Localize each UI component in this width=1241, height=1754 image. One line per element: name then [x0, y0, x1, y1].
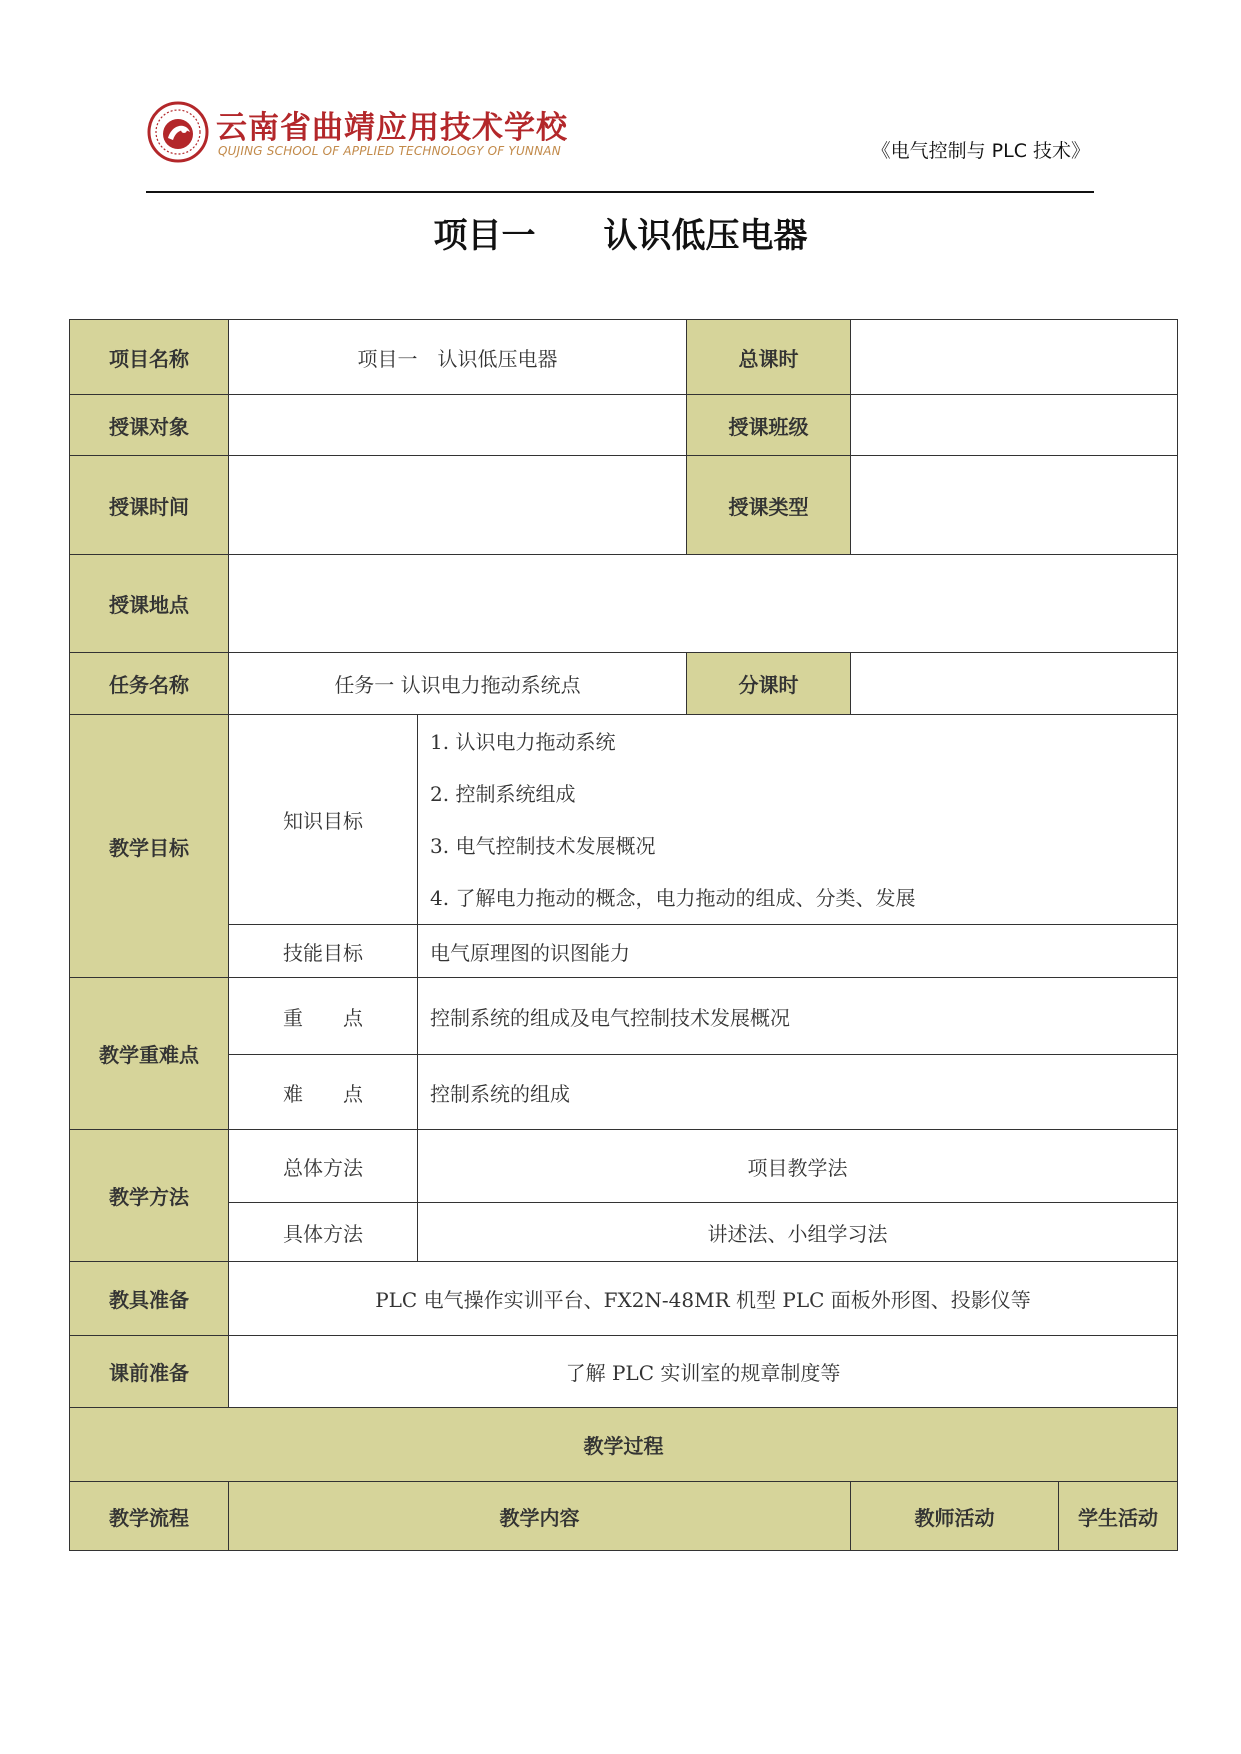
project-name-value: 项目一 认识低压电器	[229, 320, 687, 395]
task-name-label: 任务名称	[70, 653, 229, 715]
row-skill-goal	[70, 925, 1178, 978]
course-title: 《电气控制与 PLC 技术》	[871, 140, 1090, 162]
header-divider	[146, 191, 1094, 193]
methods-label: 教学方法	[70, 1130, 229, 1262]
row-project-name	[70, 320, 1178, 395]
key-point-value: 控制系统的组成及电气控制技术发展概况	[418, 978, 1178, 1055]
class-label: 授课班级	[687, 395, 851, 456]
row-knowledge-goals	[70, 715, 1178, 925]
prep-label: 课前准备	[70, 1336, 229, 1408]
row-process-title	[70, 1408, 1178, 1482]
location-label: 授课地点	[70, 555, 229, 653]
prep-value: 了解 PLC 实训室的规章制度等	[229, 1336, 1178, 1408]
list-item: 1. 认识电力拖动系统	[430, 729, 616, 754]
skill-goal-label: 技能目标	[229, 925, 418, 978]
row-time	[70, 456, 1178, 555]
total-hours-value	[851, 320, 1178, 395]
specific-method-value: 讲述法、小组学习法	[418, 1203, 1178, 1262]
overall-method-label: 总体方法	[229, 1130, 418, 1203]
row-process-headers	[70, 1482, 1178, 1551]
overall-method-value: 项目教学法	[418, 1130, 1178, 1203]
project-name-label: 项目名称	[70, 320, 229, 395]
row-specific-method	[70, 1203, 1178, 1262]
col-teacher-header: 教师活动	[851, 1482, 1059, 1551]
location-value	[229, 555, 1178, 653]
sub-hours-value	[851, 653, 1178, 715]
time-value	[229, 456, 687, 555]
col-content-header: 教学内容	[229, 1482, 851, 1551]
row-prep	[70, 1336, 1178, 1408]
target-label: 授课对象	[70, 395, 229, 456]
class-value	[851, 395, 1178, 456]
school-name-en: QUJING SCHOOL OF APPLIED TECHNOLOGY OF YUNNAN	[218, 144, 561, 158]
difficult-point-label: 难 点	[229, 1055, 418, 1130]
sub-hours-label: 分课时	[687, 653, 851, 715]
list-item: 2. 控制系统组成	[430, 781, 576, 806]
school-name-cn: 云南省曲靖应用技术学校	[216, 110, 568, 146]
key-points-label: 教学重难点	[70, 978, 229, 1130]
col-flow-header: 教学流程	[70, 1482, 229, 1551]
row-tools	[70, 1262, 1178, 1336]
row-overall-method	[70, 1130, 1178, 1203]
skill-goal-value: 电气原理图的识图能力	[418, 925, 1178, 978]
tools-label: 教具准备	[70, 1262, 229, 1336]
time-label: 授课时间	[70, 456, 229, 555]
page-title: 项目一 认识低压电器	[433, 216, 808, 256]
target-value	[229, 395, 687, 456]
row-key-point	[70, 978, 1178, 1055]
objectives-label: 教学目标	[70, 715, 229, 978]
row-task	[70, 653, 1178, 715]
list-item: 3. 电气控制技术发展概况	[430, 833, 656, 858]
difficult-point-value: 控制系统的组成	[418, 1055, 1178, 1130]
key-point-label: 重 点	[229, 978, 418, 1055]
total-hours-label: 总课时	[687, 320, 851, 395]
document-header	[146, 96, 1094, 192]
knowledge-goal-label: 知识目标	[229, 715, 418, 925]
tools-value: PLC 电气操作实训平台、FX2N-48MR 机型 PLC 面板外形图、投影仪等	[229, 1262, 1178, 1336]
knowledge-goal-list	[418, 715, 1178, 925]
lesson-plan-table	[69, 319, 1178, 1551]
task-name-value: 任务一 认识电力拖动系统点	[229, 653, 687, 715]
type-value	[851, 456, 1178, 555]
list-item: 4. 了解电力拖动的概念，电力拖动的组成、分类、发展	[430, 885, 916, 910]
row-target	[70, 395, 1178, 456]
row-difficult-point	[70, 1055, 1178, 1130]
type-label: 授课类型	[687, 456, 851, 555]
school-logo-icon	[146, 100, 210, 164]
row-location	[70, 555, 1178, 653]
specific-method-label: 具体方法	[229, 1203, 418, 1262]
process-title: 教学过程	[70, 1408, 1178, 1482]
col-student-header: 学生活动	[1059, 1482, 1178, 1551]
